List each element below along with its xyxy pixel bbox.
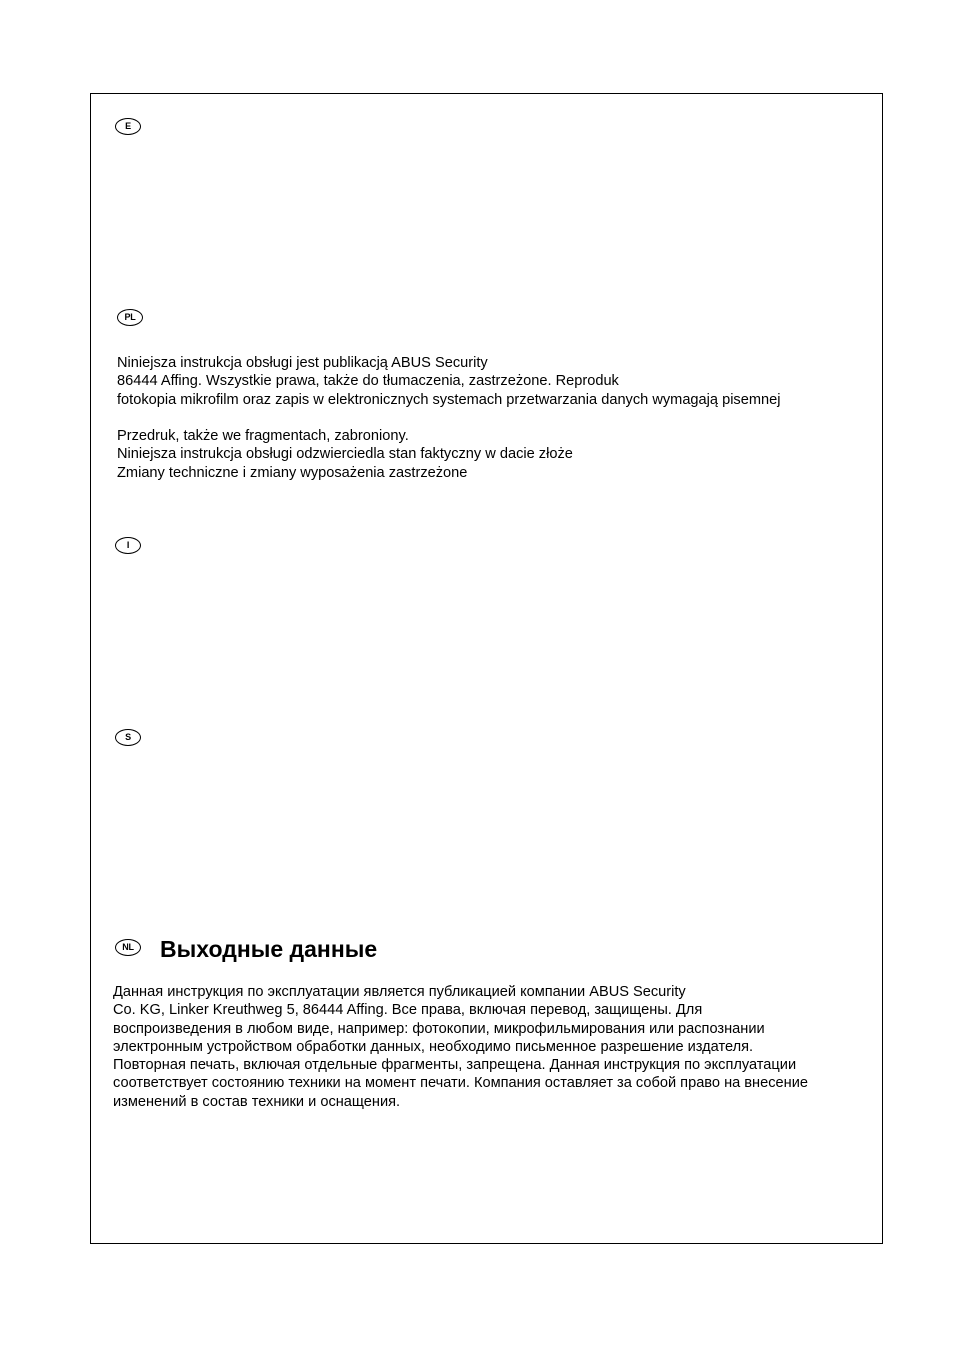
imprint-line: соответствует состоянию техники на момент печати. Компания оставляет за собой право на внесение	[113, 1075, 808, 1092]
language-badge-pl: PL	[117, 309, 143, 326]
language-badge-nl: NL	[115, 939, 141, 956]
imprint-line: Przedruk, także we fragmentach, zabroniony.	[117, 428, 409, 445]
language-badge-s: S	[115, 729, 141, 746]
language-badge-i: I	[115, 537, 141, 554]
language-badge-e: E	[115, 118, 141, 135]
imprint-line: Niniejsza instrukcja obsługi odzwierciedla stan faktyczny w dacie złoże	[117, 446, 573, 463]
section-heading: Выходные данные	[160, 936, 378, 962]
imprint-line: электронным устройством обработки данных, необходимо письменное разрешение издателя.	[113, 1038, 754, 1055]
imprint-line: 86444 Affing. Wszystkie prawa, także do tłumaczenia, zastrzeżone. Reproduk	[117, 373, 619, 390]
imprint-line: Co. KG, Linker Kreuthweg 5, 86444 Affing. Все права, включая перевод, защищены. Для	[113, 1002, 703, 1019]
imprint-line: изменений в состав техники и оснащения.	[113, 1093, 401, 1110]
imprint-text-nl	[113, 983, 808, 1111]
imprint-line: Повторная печать, включая отдельные фрагменты, запрещена. Данная инструкция по эксплуатации	[113, 1057, 797, 1074]
imprint-line: Данная инструкция по эксплуатации является публикацией компании ABUS Security	[113, 984, 686, 1000]
imprint-line: fotokopia mikrofilm oraz zapis w elektronicznych systemach przetwarzania danych wymagają pisemnej	[117, 391, 781, 408]
imprint-line: воспроизведения в любом виде, например: фотокопии, микрофильмирования или распознании	[113, 1020, 765, 1037]
imprint-line: Zmiany techniczne i zmiany wyposażenia zastrzeżone	[117, 464, 468, 481]
imprint-line: Niniejsza instrukcja obsługi jest publikacją ABUS Security	[117, 355, 488, 371]
imprint-text-pl	[117, 354, 780, 482]
